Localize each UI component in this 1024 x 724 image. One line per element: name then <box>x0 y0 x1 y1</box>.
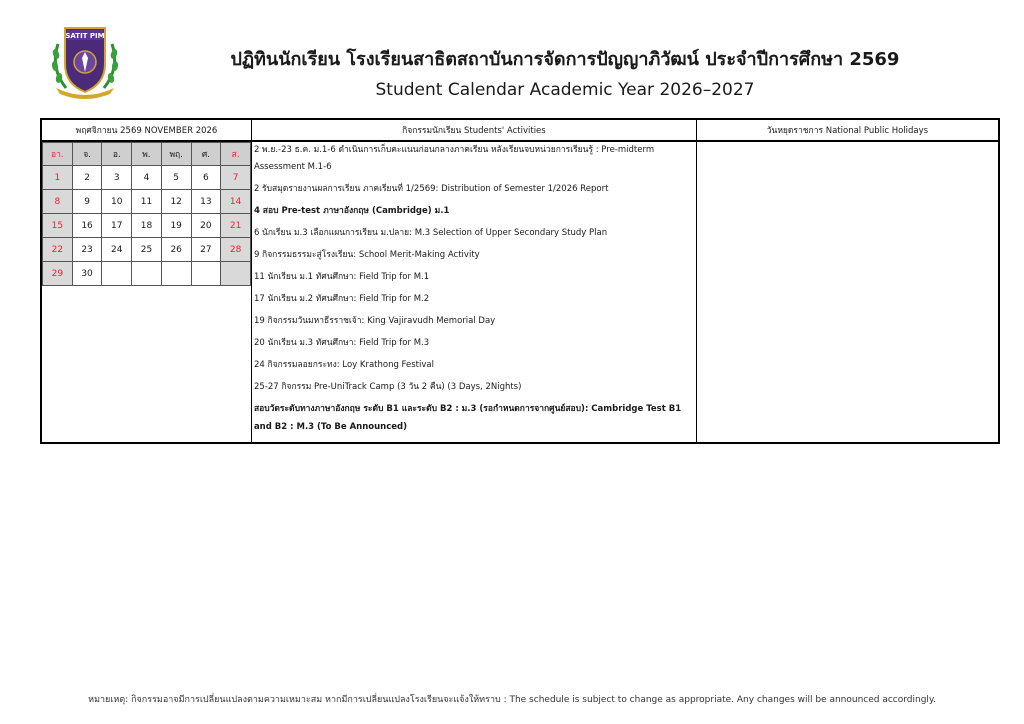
page-title-english: Student Calendar Academic Year 2026–2027 <box>375 80 755 100</box>
day-cell: 12 <box>161 190 191 214</box>
activity-item: 2 พ.ย.-23 ธ.ค. ม.1-6 ดำเนินการเก็บคะแนนก่อนกลางภาคเรียน หลังเรียนจบหน่วยการเรียนรู้ : Pre-midterm Assessment M.1-6 <box>253 145 655 172</box>
day-cell: 30 <box>72 262 102 286</box>
day-cell: 13 <box>191 190 221 214</box>
day-cell <box>132 262 162 286</box>
day-cell: 26 <box>161 238 191 262</box>
day-cell: 6 <box>191 166 221 190</box>
month-grid <box>42 142 251 286</box>
day-cell: 11 <box>132 190 162 214</box>
day-cell <box>191 262 221 286</box>
day-cell: 17 <box>102 214 132 238</box>
day-cell: 7 <box>221 166 251 190</box>
page-title-thai: ปฏิทินนักเรียน โรงเรียนสาธิตสถาบันการจัดการปัญญาภิวัฒน์ ประจำปีการศึกษา 2569 <box>230 49 900 70</box>
day-cell: 24 <box>102 238 132 262</box>
day-cell: 10 <box>102 190 132 214</box>
day-cell: 5 <box>161 166 191 190</box>
activity-item: 20 นักเรียน ม.3 ทัศนศึกษา: Field Trip for M.3 <box>253 338 430 348</box>
activity-item: 11 นักเรียน ม.1 ทัศนศึกษา: Field Trip for M.1 <box>253 272 430 282</box>
day-cell <box>161 262 191 286</box>
activity-item: 17 นักเรียน ม.2 ทัศนศึกษา: Field Trip for M.2 <box>253 294 430 304</box>
holidays-header: วันหยุดราชการ National Public Holidays <box>696 119 999 141</box>
dow-tue: อ. <box>102 143 132 166</box>
day-cell: 3 <box>102 166 132 190</box>
activity-item: 4 สอบ Pre-test ภาษาอังกฤษ (Cambridge) ม.1 <box>253 206 450 216</box>
school-logo <box>48 24 122 100</box>
activities-cell <box>251 141 696 443</box>
day-cell: 21 <box>221 214 251 238</box>
day-cell: 4 <box>132 166 162 190</box>
day-cell: 18 <box>132 214 162 238</box>
activities-header: กิจกรรมนักเรียน Students' Activities <box>251 119 696 141</box>
day-cell: 29 <box>43 262 73 286</box>
activity-item: 24 กิจกรรมลอยกระทง: Loy Krathong Festival <box>253 360 434 370</box>
calendar-table <box>40 118 1000 444</box>
activities-list <box>252 142 696 442</box>
week-row <box>43 190 251 214</box>
activity-item: 6 นักเรียน ม.3 เลือกแผนการเรียน ม.ปลาย: M.3 Selection of Upper Secondary Study Plan <box>253 228 608 238</box>
day-cell: 20 <box>191 214 221 238</box>
day-cell: 15 <box>43 214 73 238</box>
dow-wed: พ. <box>132 143 162 166</box>
activity-item: สอบวัดระดับทางภาษาอังกฤษ ระดับ B1 และระดับ B2 : ม.3 (รอกำหนดการจากศูนย์สอบ): Cambridge Test B1 and B2 : M.3 (To Be Announced) <box>253 404 682 432</box>
day-cell: 22 <box>43 238 73 262</box>
day-cell <box>221 262 251 286</box>
week-row <box>43 262 251 286</box>
activity-item: 25-27 กิจกรรม Pre-UniTrack Camp (3 วัน 2 คืน) (3 Days, 2Nights) <box>253 382 522 392</box>
calendar-month-header: พฤศจิกายน 2569 NOVEMBER 2026 <box>41 119 251 141</box>
month-calendar-cell <box>41 141 251 443</box>
dow-sat: ส. <box>221 143 251 166</box>
holidays-cell <box>696 141 999 443</box>
dow-sun: อา. <box>43 143 73 166</box>
day-cell: 8 <box>43 190 73 214</box>
day-cell: 14 <box>221 190 251 214</box>
day-cell <box>102 262 132 286</box>
dow-fri: ศ. <box>191 143 221 166</box>
day-cell: 27 <box>191 238 221 262</box>
day-cell: 2 <box>72 166 102 190</box>
week-row <box>43 238 251 262</box>
day-cell: 23 <box>72 238 102 262</box>
week-row <box>43 166 251 190</box>
week-row <box>43 214 251 238</box>
footer-note: หมายเหตุ: กิจกรรมอาจมีการเปลี่ยนแปลงตามความเหมาะสม หากมีการเปลี่ยนแปลงโรงเรียนจะแจ้งให้ทราบ : The schedule is subject to change as appropriate. Any changes will be announced accordingly. <box>88 695 936 705</box>
day-cell: 9 <box>72 190 102 214</box>
day-cell: 16 <box>72 214 102 238</box>
day-cell: 25 <box>132 238 162 262</box>
day-cell: 1 <box>43 166 73 190</box>
dow-thu: พฤ. <box>161 143 191 166</box>
day-cell: 19 <box>161 214 191 238</box>
day-cell: 28 <box>221 238 251 262</box>
dow-mon: จ. <box>72 143 102 166</box>
activity-item: 2 รับสมุดรายงานผลการเรียน ภาคเรียนที่ 1/2569: Distribution of Semester 1/2026 Report <box>253 184 609 194</box>
logo-text: SATIT PIM <box>65 32 105 40</box>
activity-item: 9 กิจกรรมธรรมะสู่โรงเรียน: School Merit-Making Activity <box>253 250 480 260</box>
activity-item: 19 กิจกรรมวันมหาธีรราชเจ้า: King Vajiravudh Memorial Day <box>253 316 496 326</box>
